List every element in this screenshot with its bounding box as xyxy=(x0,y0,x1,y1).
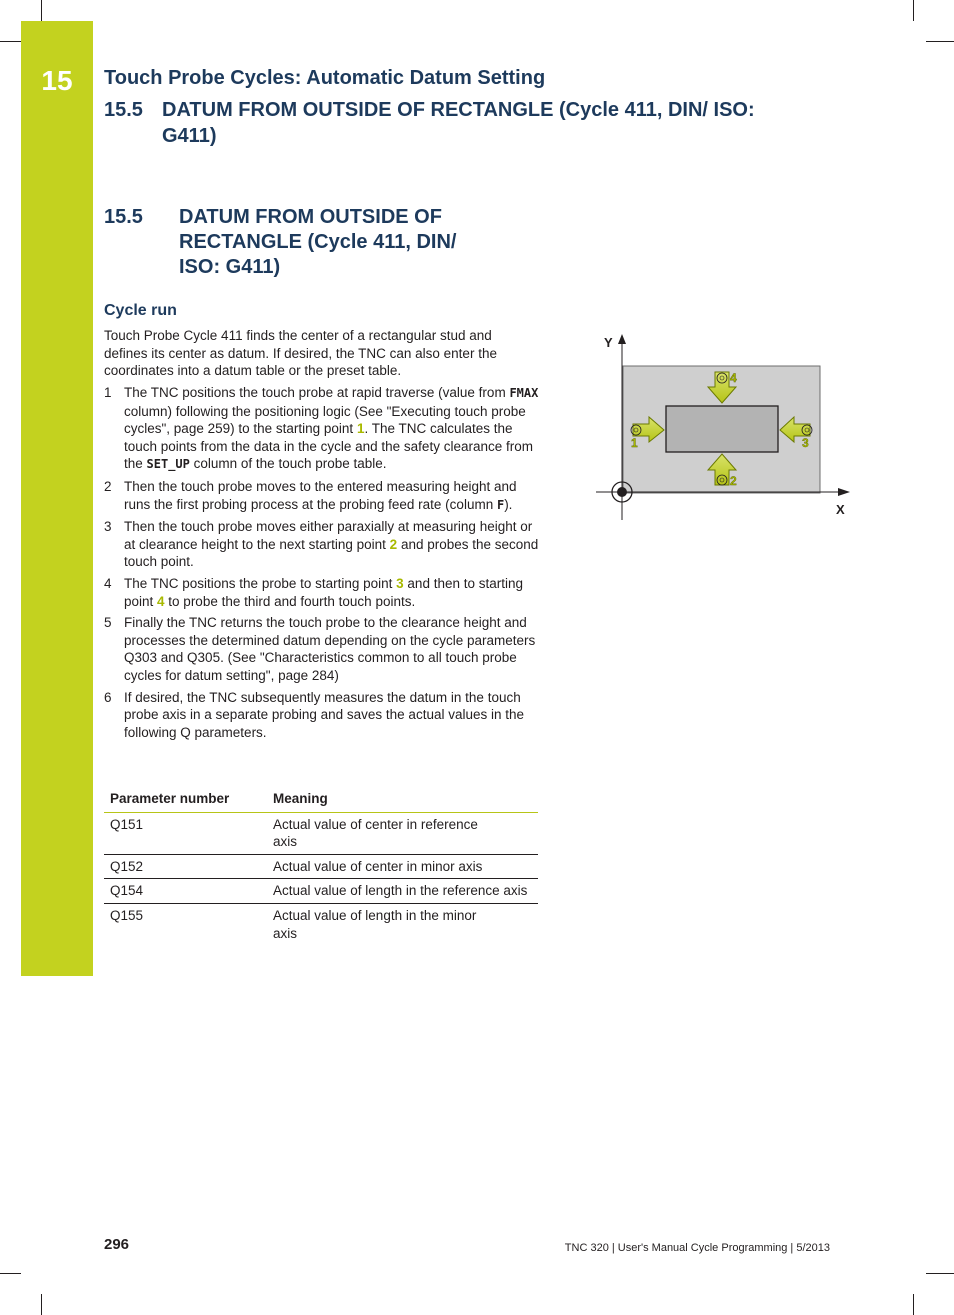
cycle-run-heading: Cycle run xyxy=(104,302,177,319)
y-axis-arrow xyxy=(618,334,626,344)
column-header: Meaning xyxy=(267,788,538,812)
list-item: 2 Then the touch probe moves to the entered measuring height and runs the first probing process at the probing feed rate (column F). xyxy=(104,478,517,512)
q-parameter-table xyxy=(104,788,538,945)
table-header-row xyxy=(104,788,538,812)
crop-mark xyxy=(0,1273,21,1274)
running-section-number: 15.5 xyxy=(104,99,143,121)
crop-mark xyxy=(41,1294,42,1315)
list-item: 4 The TNC positions the probe to starting point 3 and then to starting point 4 to probe the third and fourth touch points. xyxy=(104,575,524,609)
section-text: DATUM FROM OUTSIDE OF RECTANGLE (Cycle 411, DIN/ ISO: G411) xyxy=(179,206,457,278)
table-row: Q154 Actual value of length in the reference axis xyxy=(104,879,538,904)
rectangular-stud xyxy=(666,406,778,452)
point-label-3: 3 xyxy=(802,436,809,450)
point-label-4: 4 xyxy=(730,371,737,385)
list-item: 6 If desired, the TNC subsequently measures the datum in the touch probe axis in a separate probing and saves the actual values in the following Q parameters. xyxy=(104,689,525,740)
section-number: 15.5 xyxy=(104,206,143,228)
column-header: Parameter number xyxy=(104,788,267,812)
running-chapter-title: Touch Probe Cycles: Automatic Datum Setting xyxy=(104,67,546,89)
table-row: Q155 Actual value of length in the minor axis xyxy=(110,907,477,941)
x-axis-label: X xyxy=(836,502,845,517)
probe-points-figure xyxy=(596,330,856,520)
list-item: 3 Then the touch probe moves either paraxially at measuring height or at clearance height to the next starting point 2 and probes the second touch point. xyxy=(104,519,539,570)
chapter-tab xyxy=(21,21,93,976)
chapter-number: 15 xyxy=(41,65,73,96)
list-item: 1 The TNC positions the touch probe at rapid traverse (value from FMAX column) following the positioning logic (See "Executing touch probe cycles", page 259) to the starting point 1. The TNC calculates the touch points from the data in the cycle and the safety clearance from the SET_UP column of the touch probe table. xyxy=(104,385,539,472)
table-row: Q151 Actual value of center in reference axis xyxy=(104,812,538,854)
list-item: 5 Finally the TNC returns the touch probe to the clearance height and processes the determined datum depending on the cycle parameters Q303 and Q305. (See "Characteristics common to all touch probe cycles for datum setting", page 284) xyxy=(104,615,536,683)
cycle-steps-list xyxy=(104,384,539,745)
point-label-1: 1 xyxy=(631,436,638,450)
running-section-text: DATUM FROM OUTSIDE OF RECTANGLE (Cycle 411, DIN/ ISO: G411) xyxy=(162,99,755,147)
cycle-run-intro: Touch Probe Cycle 411 finds the center of a rectangular stud and defines its center as datum. If desired, the TNC can also enter the coordinates into a datum table or the preset table. xyxy=(104,328,497,379)
footer-text: TNC 320 | User's Manual Cycle Programming | 5/2013 xyxy=(564,1242,830,1254)
crop-mark xyxy=(913,0,914,21)
y-axis-label: Y xyxy=(604,335,613,350)
page-number: 296 xyxy=(104,1236,130,1253)
crop-mark xyxy=(926,1273,954,1274)
crop-mark xyxy=(0,41,21,42)
table-row: Q152 Actual value of center in minor axis xyxy=(104,854,538,879)
crop-mark xyxy=(41,0,42,21)
crop-mark xyxy=(913,1294,914,1315)
crop-mark xyxy=(926,41,954,42)
point-label-2: 2 xyxy=(730,474,737,488)
x-axis-arrow xyxy=(838,488,850,496)
